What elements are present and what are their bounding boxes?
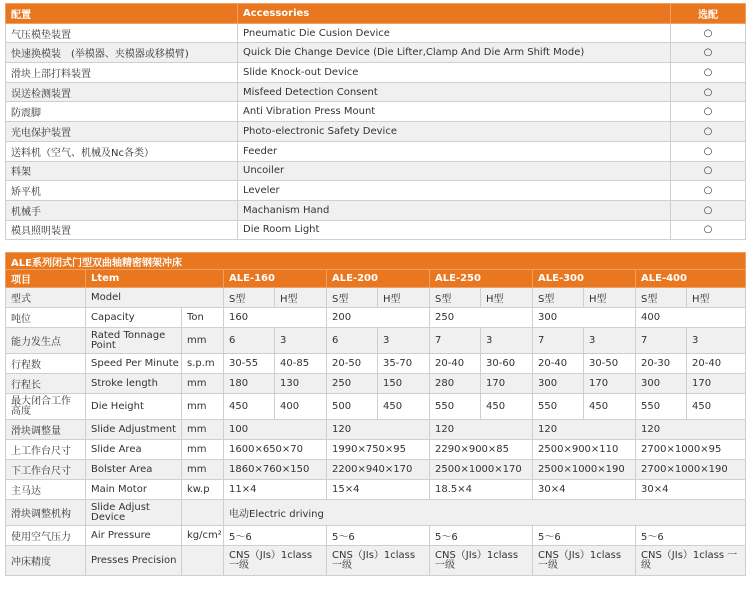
accessory-cn-name: 送料机（空气、机械及Nc各类） xyxy=(6,141,238,161)
spec-model-h: H型 xyxy=(481,288,533,308)
spec-cn-label: 最大闭合工作高度 xyxy=(6,394,86,420)
spec-value: 100 xyxy=(224,420,327,440)
accessory-option-mark: ○ xyxy=(671,43,746,63)
spec-value: 18.5×4 xyxy=(430,480,533,500)
spec-value-h: 400 xyxy=(275,394,327,420)
spec-header-model: ALE-250 xyxy=(430,270,533,288)
spec-value: 30×4 xyxy=(636,480,746,500)
accessories-header-cell: 配置 xyxy=(6,4,238,24)
spec-value: 2500×1000×170 xyxy=(430,460,533,480)
spec-value: 30×4 xyxy=(533,480,636,500)
spec-value: 160 xyxy=(224,308,327,328)
spec-value-h: 3 xyxy=(687,328,746,354)
spec-unit: s.p.m xyxy=(182,354,224,374)
spec-value: 5～6 xyxy=(636,526,746,546)
spec-unit: mm xyxy=(182,374,224,394)
spec-cn-label: 行程长 xyxy=(6,374,86,394)
spec-value: CNS（JIs）1class 一级 xyxy=(533,546,636,576)
spec-value: 1990×750×95 xyxy=(327,440,430,460)
accessories-header-row xyxy=(6,4,746,24)
accessories-row xyxy=(6,181,746,201)
accessory-en-name: Machanism Hand xyxy=(238,200,671,220)
spec-value-s: 7 xyxy=(430,328,481,354)
spec-unit: mm xyxy=(182,394,224,420)
accessory-option-mark: ○ xyxy=(671,141,746,161)
spec-en-label: Rated Tonnage Point xyxy=(86,328,182,354)
spec-model-h: H型 xyxy=(275,288,327,308)
spec-value-h: 150 xyxy=(378,374,430,394)
spec-value-s: 550 xyxy=(533,394,584,420)
accessory-option-mark: ○ xyxy=(671,181,746,201)
spec-value-h: 450 xyxy=(687,394,746,420)
accessories-row xyxy=(6,122,746,142)
spec-value: 11×4 xyxy=(224,480,327,500)
spec-value: 2500×1000×190 xyxy=(533,460,636,480)
spec-title-row xyxy=(6,253,746,270)
spec-value-s: 7 xyxy=(533,328,584,354)
spec-cn-label: 吨位 xyxy=(6,308,86,328)
spec-model-h: H型 xyxy=(687,288,746,308)
spec-value: 5～6 xyxy=(430,526,533,546)
spec-value-h: 30-50 xyxy=(584,354,636,374)
spec-unit: mm xyxy=(182,440,224,460)
spec-value-s: 550 xyxy=(636,394,687,420)
spec-value-h: 450 xyxy=(378,394,430,420)
accessory-option-mark: ○ xyxy=(671,122,746,142)
accessory-cn-name: 防震脚 xyxy=(6,102,238,122)
spec-header-model: ALE-300 xyxy=(533,270,636,288)
spec-unit: kg/cm² xyxy=(182,526,224,546)
spec-en-label: Slide Area xyxy=(86,440,182,460)
spec-value-h: 40-85 xyxy=(275,354,327,374)
spec-value: CNS（JIs）1class 一级 xyxy=(224,546,327,576)
spec-value-s: 20-40 xyxy=(430,354,481,374)
spec-header-item: 项目 xyxy=(6,270,86,288)
spec-value: CNS（JIs）1class 一级 xyxy=(636,546,746,576)
spec-header-model: ALE-200 xyxy=(327,270,430,288)
accessory-option-mark: ○ xyxy=(671,82,746,102)
spec-row xyxy=(6,394,746,420)
spec-en-label: Model xyxy=(86,288,224,308)
spec-value-s: 7 xyxy=(636,328,687,354)
spec-row xyxy=(6,354,746,374)
spec-value-h: 20-40 xyxy=(687,354,746,374)
spec-row xyxy=(6,288,746,308)
accessory-cn-name: 快速换模装 (举模器、夹模器或移模臂) xyxy=(6,43,238,63)
spec-value: 5～6 xyxy=(224,526,327,546)
spec-model-s: S型 xyxy=(533,288,584,308)
spec-value-h: 30-60 xyxy=(481,354,533,374)
spec-unit: Ton xyxy=(182,308,224,328)
accessory-option-mark: ○ xyxy=(671,161,746,181)
accessories-row xyxy=(6,43,746,63)
accessories-header-cell: 选配 xyxy=(671,4,746,24)
spec-value: 1860×760×150 xyxy=(224,460,327,480)
accessory-en-name: Quick Die Change Device (Die Lifter,Clamp And Die Arm Shift Mode) xyxy=(238,43,671,63)
spec-value: 300 xyxy=(533,308,636,328)
spec-row xyxy=(6,546,746,576)
spec-value-h: 3 xyxy=(584,328,636,354)
spec-value: 2700×1000×95 xyxy=(636,440,746,460)
spec-cn-label: 主马达 xyxy=(6,480,86,500)
spec-value-h: 170 xyxy=(481,374,533,394)
accessory-cn-name: 误送检测装置 xyxy=(6,82,238,102)
spec-en-label: Capacity xyxy=(86,308,182,328)
spec-value: 2200×940×170 xyxy=(327,460,430,480)
spec-header-ltem: Ltem xyxy=(86,270,224,288)
spec-value-h: 130 xyxy=(275,374,327,394)
spec-value-s: 6 xyxy=(327,328,378,354)
spec-value: 120 xyxy=(430,420,533,440)
accessory-en-name: Pneumatic Die Cusion Device xyxy=(238,23,671,43)
spec-value: 5～6 xyxy=(533,526,636,546)
accessories-row xyxy=(6,161,746,181)
accessory-en-name: Photo-electronic Safety Device xyxy=(238,122,671,142)
accessories-row xyxy=(6,102,746,122)
spec-value: 5～6 xyxy=(327,526,430,546)
accessories-row xyxy=(6,82,746,102)
accessories-header-cell: Accessories xyxy=(238,4,671,24)
accessories-row xyxy=(6,200,746,220)
accessory-en-name: Die Room Light xyxy=(238,220,671,240)
accessories-row xyxy=(6,220,746,240)
spec-cn-label: 冲床精度 xyxy=(6,546,86,576)
accessory-en-name: Leveler xyxy=(238,181,671,201)
spec-value-s: 20-50 xyxy=(327,354,378,374)
spec-unit xyxy=(182,500,224,526)
spec-unit: mm xyxy=(182,420,224,440)
spec-header-model: ALE-400 xyxy=(636,270,746,288)
spec-header-model: ALE-160 xyxy=(224,270,327,288)
spec-en-label: Stroke length xyxy=(86,374,182,394)
spec-en-label: Air Pressure xyxy=(86,526,182,546)
spec-value-s: 30-55 xyxy=(224,354,275,374)
spec-row xyxy=(6,480,746,500)
spec-value-h: 3 xyxy=(275,328,327,354)
spec-value: 200 xyxy=(327,308,430,328)
spec-en-label: Speed Per Minute xyxy=(86,354,182,374)
spec-row xyxy=(6,420,746,440)
spec-value-s: 180 xyxy=(224,374,275,394)
spec-value-s: 300 xyxy=(636,374,687,394)
spec-value-h: 170 xyxy=(687,374,746,394)
spec-cn-label: 下工作台尺寸 xyxy=(6,460,86,480)
spec-value-h: 170 xyxy=(584,374,636,394)
spec-row xyxy=(6,308,746,328)
accessories-row xyxy=(6,63,746,83)
spec-model-s: S型 xyxy=(224,288,275,308)
accessory-en-name: Misfeed Detection Consent xyxy=(238,82,671,102)
spec-en-label: Presses Precision xyxy=(86,546,182,576)
accessory-en-name: Feeder xyxy=(238,141,671,161)
spec-value: 1600×650×70 xyxy=(224,440,327,460)
spec-model-s: S型 xyxy=(636,288,687,308)
spec-row xyxy=(6,440,746,460)
spec-value-h: 3 xyxy=(378,328,430,354)
accessory-cn-name: 料架 xyxy=(6,161,238,181)
accessory-cn-name: 矫平机 xyxy=(6,181,238,201)
spec-unit: kw.p xyxy=(182,480,224,500)
spec-cn-label: 滑块调整机构 xyxy=(6,500,86,526)
spec-value-s: 500 xyxy=(327,394,378,420)
spec-cn-label: 使用空气压力 xyxy=(6,526,86,546)
spec-value: 2500×900×110 xyxy=(533,440,636,460)
spec-unit: mm xyxy=(182,328,224,354)
spec-value: 120 xyxy=(533,420,636,440)
spec-unit xyxy=(182,546,224,576)
spec-value: CNS（JIs）1class 一级 xyxy=(430,546,533,576)
spec-value-s: 6 xyxy=(224,328,275,354)
accessory-option-mark: ○ xyxy=(671,220,746,240)
spec-value-s: 20-30 xyxy=(636,354,687,374)
spec-value-h: 3 xyxy=(481,328,533,354)
accessory-cn-name: 模具照明装置 xyxy=(6,220,238,240)
specification-table xyxy=(5,252,746,576)
spec-en-label: Slide Adjust Device xyxy=(86,500,182,526)
spec-value: 400 xyxy=(636,308,746,328)
spec-model-s: S型 xyxy=(327,288,378,308)
spec-row xyxy=(6,526,746,546)
accessory-en-name: Anti Vibration Press Mount xyxy=(238,102,671,122)
spec-value: 15×4 xyxy=(327,480,430,500)
spec-cn-label: 上工作台尺寸 xyxy=(6,440,86,460)
spec-model-h: H型 xyxy=(584,288,636,308)
spec-model-s: S型 xyxy=(430,288,481,308)
spec-cn-label: 行程数 xyxy=(6,354,86,374)
spec-value-s: 20-40 xyxy=(533,354,584,374)
spec-cn-label: 能力发生点 xyxy=(6,328,86,354)
spec-value: 120 xyxy=(327,420,430,440)
accessory-option-mark: ○ xyxy=(671,102,746,122)
spec-value-s: 450 xyxy=(224,394,275,420)
spec-row xyxy=(6,460,746,480)
spec-value: 2700×1000×190 xyxy=(636,460,746,480)
spec-row xyxy=(6,374,746,394)
spec-value-h: 450 xyxy=(584,394,636,420)
accessory-cn-name: 气压模垫装置 xyxy=(6,23,238,43)
accessories-row xyxy=(6,23,746,43)
spec-value: 2290×900×85 xyxy=(430,440,533,460)
spec-cn-label: 滑块调整量 xyxy=(6,420,86,440)
accessory-cn-name: 机械手 xyxy=(6,200,238,220)
spec-value: CNS（JIs）1class 一级 xyxy=(327,546,430,576)
accessory-option-mark: ○ xyxy=(671,200,746,220)
accessories-row xyxy=(6,141,746,161)
spec-title: ALE系列闭式门型双曲轴精密钢架冲床 xyxy=(6,253,746,270)
accessory-option-mark: ○ xyxy=(671,23,746,43)
spec-value-all: 电动Electric driving xyxy=(224,500,746,526)
spec-value-s: 550 xyxy=(430,394,481,420)
spec-en-label: Bolster Area xyxy=(86,460,182,480)
spec-value: 250 xyxy=(430,308,533,328)
accessory-en-name: Uncoiler xyxy=(238,161,671,181)
spec-model-h: H型 xyxy=(378,288,430,308)
spec-en-label: Slide Adjustment xyxy=(86,420,182,440)
spec-value-s: 250 xyxy=(327,374,378,394)
spec-en-label: Die Height xyxy=(86,394,182,420)
accessory-cn-name: 光电保护装置 xyxy=(6,122,238,142)
spec-value-h: 35-70 xyxy=(378,354,430,374)
accessory-en-name: Slide Knock-out Device xyxy=(238,63,671,83)
spec-cn-label: 型式 xyxy=(6,288,86,308)
spec-value: 120 xyxy=(636,420,746,440)
spec-en-label: Main Motor xyxy=(86,480,182,500)
accessory-option-mark: ○ xyxy=(671,63,746,83)
spec-value-s: 300 xyxy=(533,374,584,394)
accessory-cn-name: 滑块上部打料装置 xyxy=(6,63,238,83)
accessories-table xyxy=(5,3,746,240)
spec-unit: mm xyxy=(182,460,224,480)
spec-row xyxy=(6,328,746,354)
spec-row xyxy=(6,500,746,526)
spec-header-row xyxy=(6,270,746,288)
spec-value-h: 450 xyxy=(481,394,533,420)
spec-value-s: 280 xyxy=(430,374,481,394)
